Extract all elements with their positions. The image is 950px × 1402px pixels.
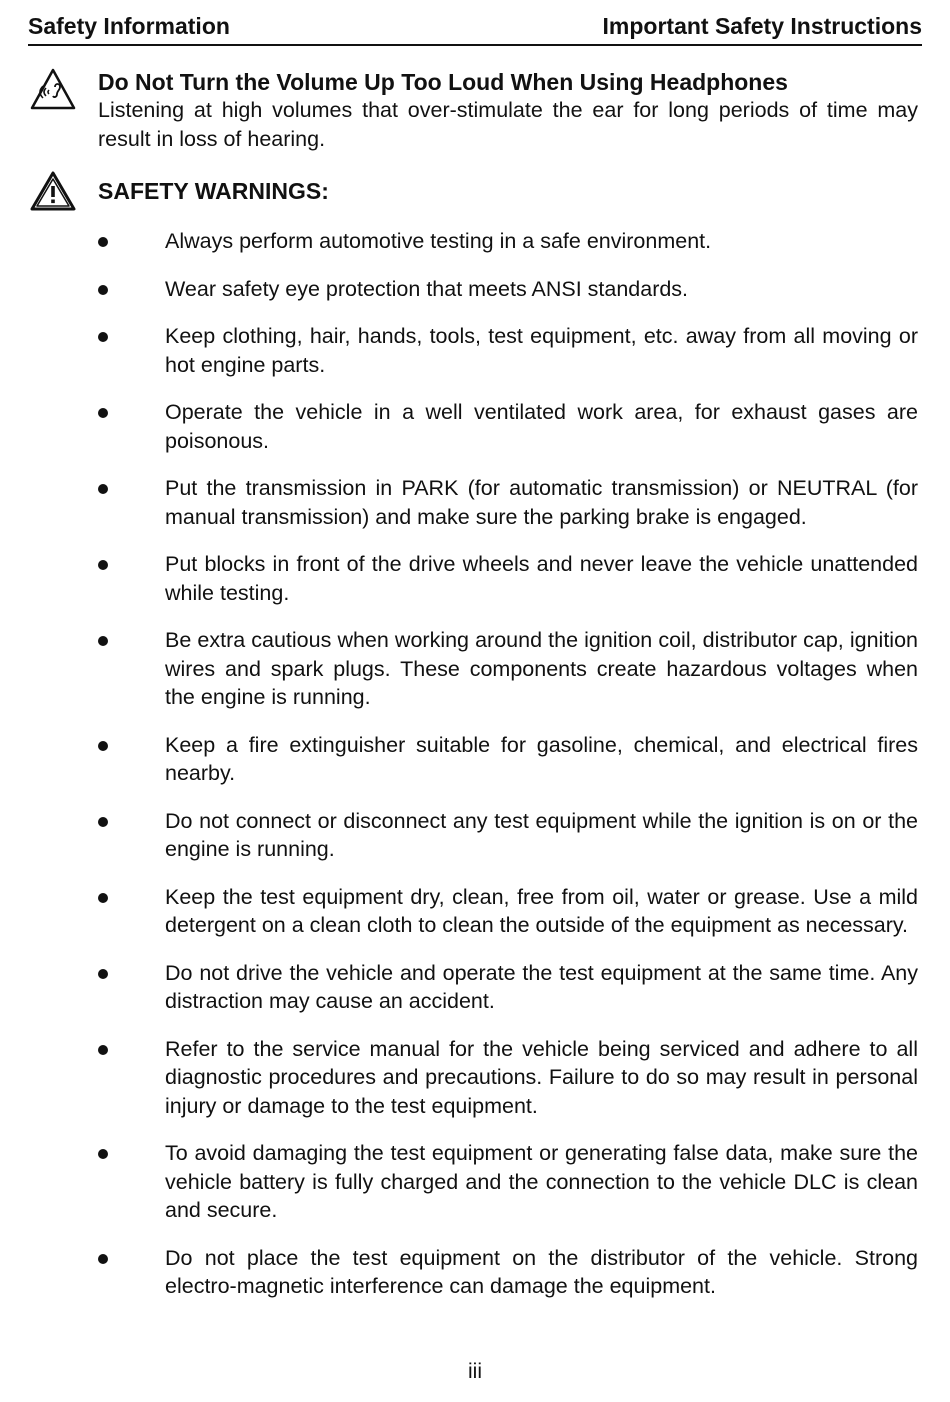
bullet-icon bbox=[98, 237, 108, 247]
ear-hearing-icon bbox=[30, 68, 76, 110]
list-item: Be extra cautious when working around the ignition coil, distributor cap, ignition wires and spark plugs. These components create hazardous voltages when the engine is running. bbox=[96, 626, 918, 712]
headphones-warning-title: Do Not Turn the Volume Up Too Loud When Using Headphones bbox=[98, 69, 788, 95]
safety-warnings-list bbox=[96, 227, 918, 1320]
list-item: Wear safety eye protection that meets ANSI standards. bbox=[96, 275, 918, 304]
bullet-icon bbox=[98, 285, 108, 295]
chapter-title: Important Safety Instructions bbox=[602, 13, 922, 39]
list-item: Put the transmission in PARK (for automatic transmission) or NEUTRAL (for manual transmission) and make sure the parking brake is engaged. bbox=[96, 474, 918, 531]
bullet-icon bbox=[98, 636, 108, 646]
list-item: Always perform automotive testing in a safe environment. bbox=[96, 227, 918, 256]
bullet-icon bbox=[98, 817, 108, 827]
list-item: Keep clothing, hair, hands, tools, test equipment, etc. away from all moving or hot engine parts. bbox=[96, 322, 918, 379]
list-item: To avoid damaging the test equipment or generating false data, make sure the vehicle battery is fully charged and the connection to the vehicle DLC is clean and secure. bbox=[96, 1139, 918, 1225]
headphones-warning-text: Listening at high volumes that over-stimulate the ear for long periods of time may result in loss of hearing. bbox=[98, 98, 918, 151]
bullet-icon bbox=[98, 1254, 108, 1264]
list-item: Put blocks in front of the drive wheels and never leave the vehicle unattended while testing. bbox=[96, 550, 918, 607]
list-item: Do not connect or disconnect any test equipment while the ignition is on or the engine is running. bbox=[96, 807, 918, 864]
bullet-icon bbox=[98, 484, 108, 494]
bullet-icon bbox=[98, 741, 108, 751]
list-item: Do not drive the vehicle and operate the test equipment at the same time. Any distraction may cause an accident. bbox=[96, 959, 918, 1016]
section-title: Safety Information bbox=[28, 13, 230, 39]
safety-warnings-title: SAFETY WARNINGS: bbox=[98, 178, 329, 204]
list-item: Do not place the test equipment on the distributor of the vehicle. Strong electro-magnetic interference can damage the equipment. bbox=[96, 1244, 918, 1301]
bullet-icon bbox=[98, 1149, 108, 1159]
bullet-icon bbox=[98, 408, 108, 418]
list-item: Refer to the service manual for the vehicle being serviced and adhere to all diagnostic procedures and precautions. Failure to do so may result in personal injury or damage to the test equipment. bbox=[96, 1035, 918, 1121]
list-item: Keep the test equipment dry, clean, free from oil, water or grease. Use a mild detergent on a clean cloth to clean the outside of the equipment as necessary. bbox=[96, 883, 918, 940]
bullet-icon bbox=[98, 893, 108, 903]
page-number: iii bbox=[468, 1360, 482, 1383]
page-header bbox=[28, 12, 922, 46]
bullet-icon bbox=[98, 969, 108, 979]
bullet-icon bbox=[98, 1045, 108, 1055]
warning-triangle-icon bbox=[30, 170, 76, 212]
list-item: Keep a fire extinguisher suitable for gasoline, chemical, and electrical fires nearby. bbox=[96, 731, 918, 788]
list-item: Operate the vehicle in a well ventilated work area, for exhaust gases are poisonous. bbox=[96, 398, 918, 455]
bullet-icon bbox=[98, 332, 108, 342]
headphones-warning bbox=[98, 68, 918, 154]
bullet-icon bbox=[98, 560, 108, 570]
